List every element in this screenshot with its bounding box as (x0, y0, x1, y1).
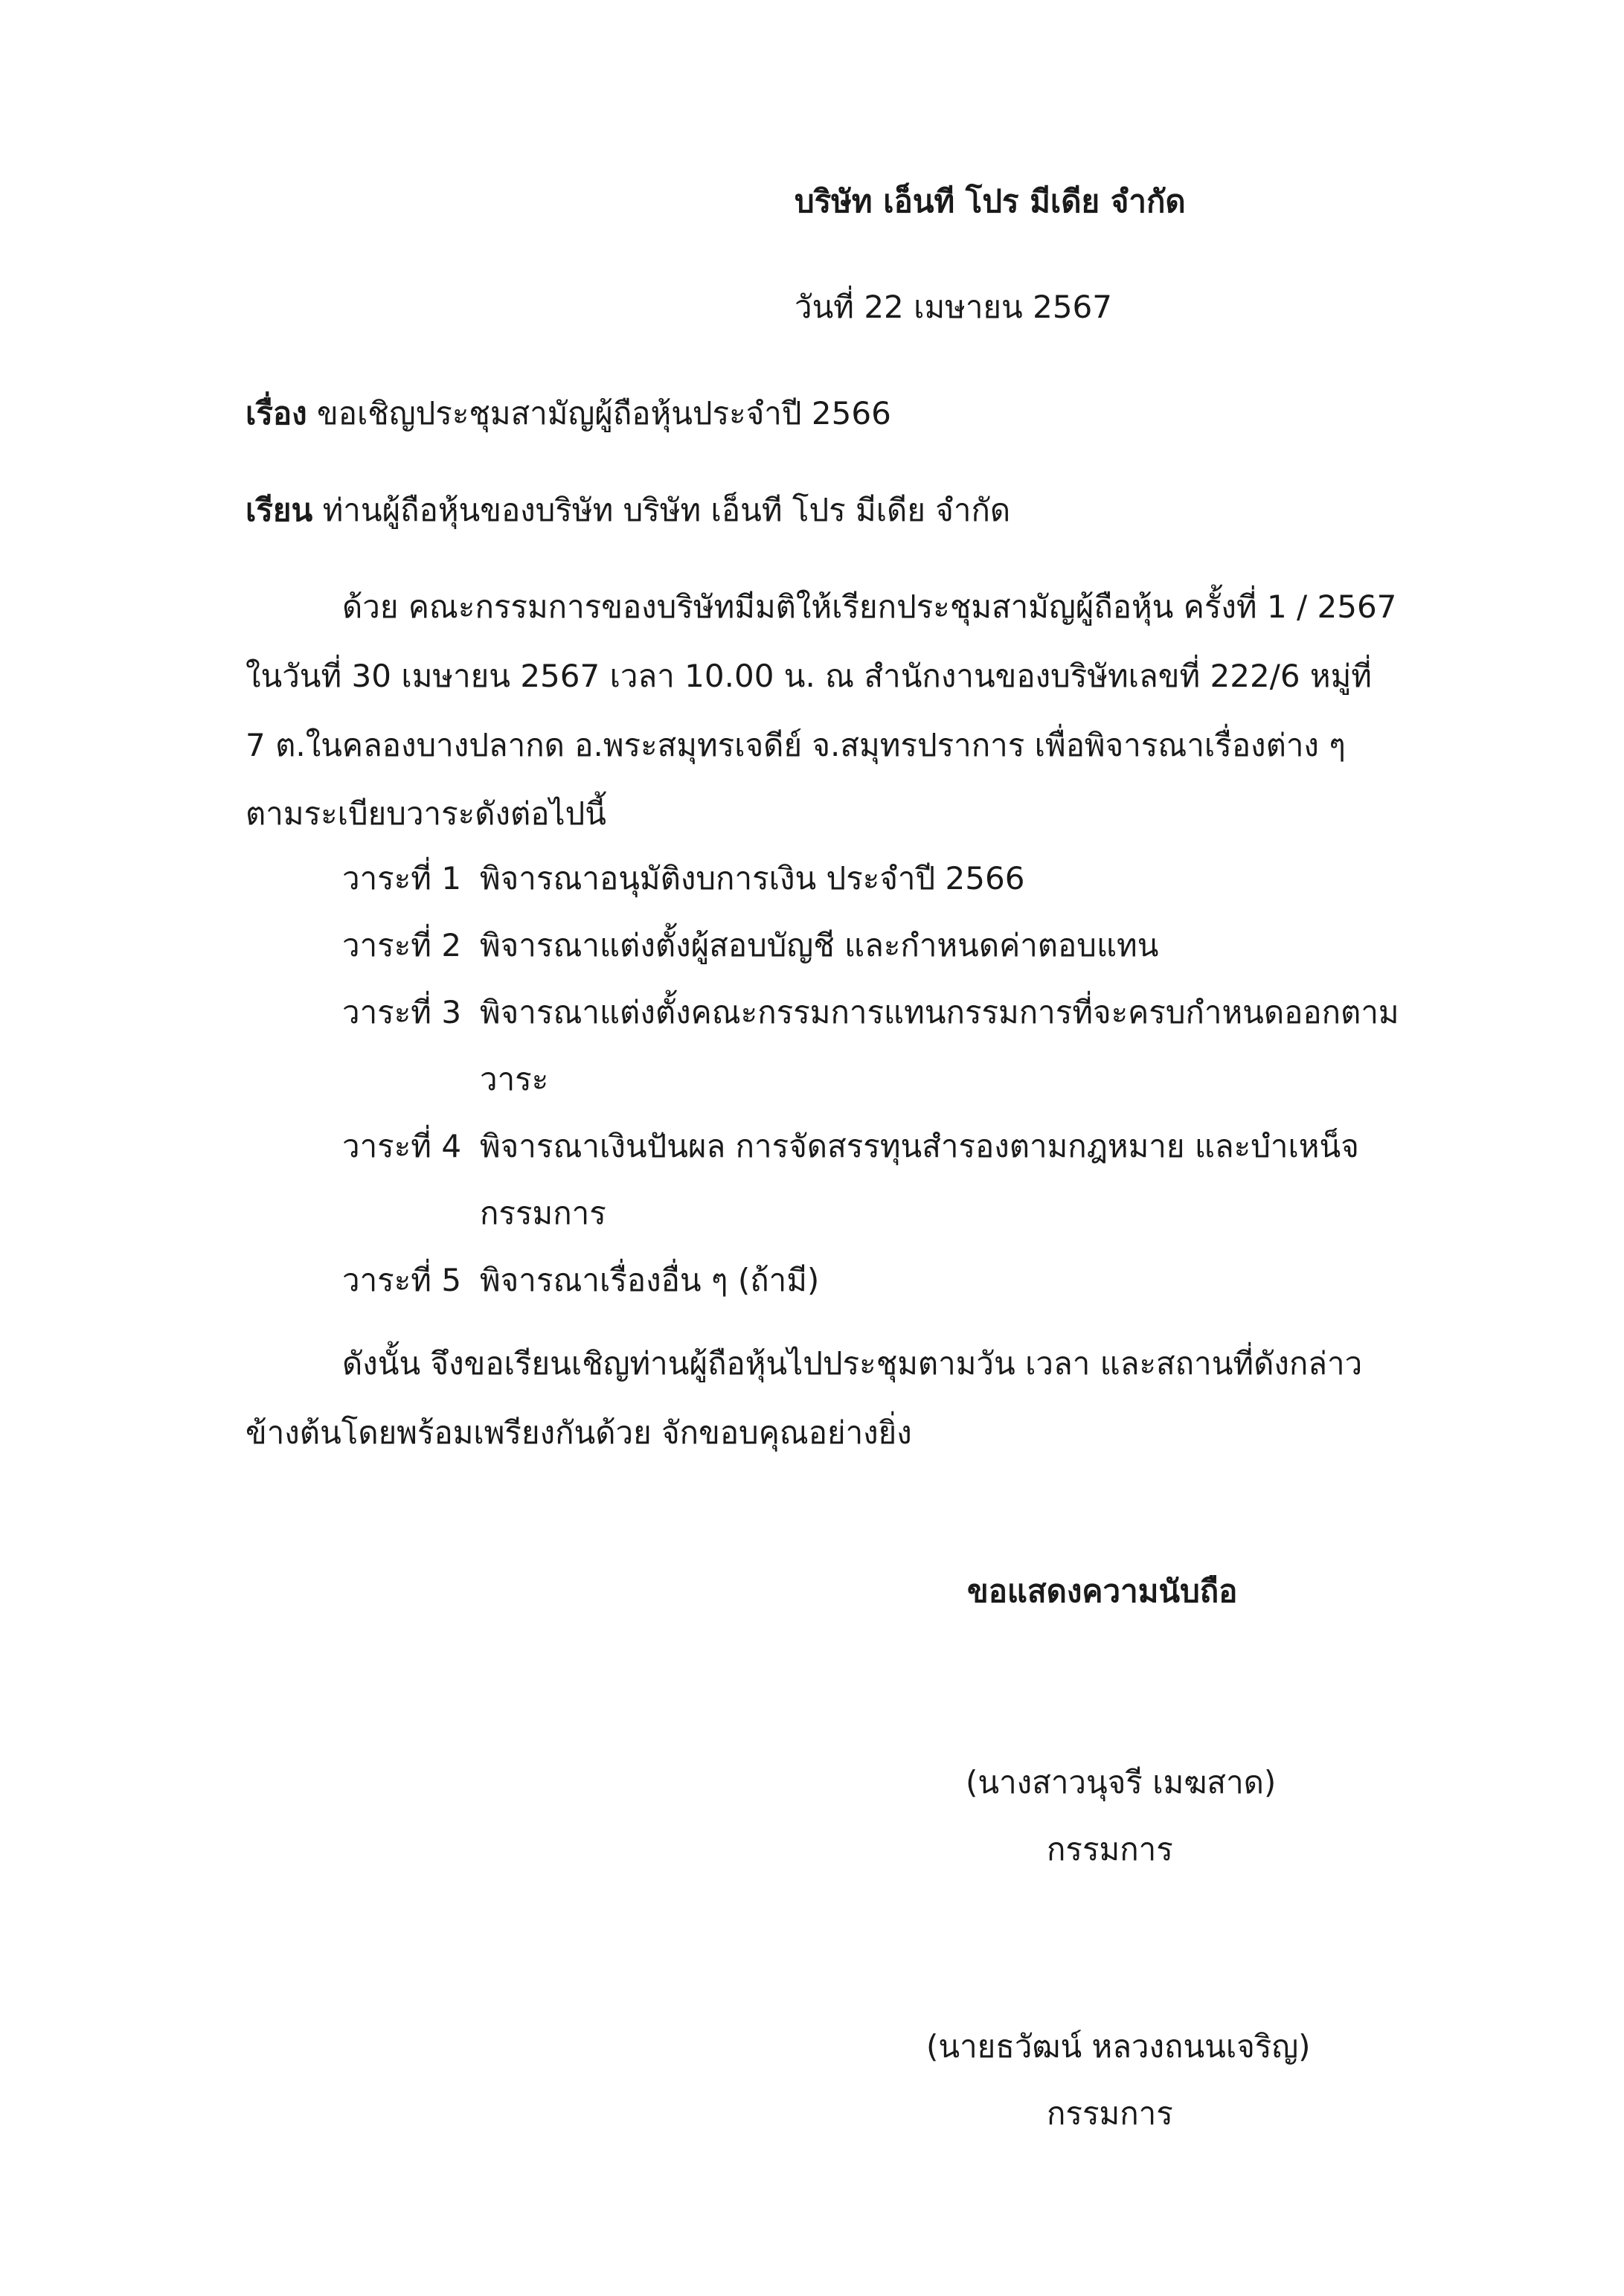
paragraph-2-line-1: ดังนั้น จึงขอเรียนเชิญท่านผู้ถือหุ้นไปประชุมตามวัน เวลา และสถานที่ดังกล่าว (342, 1345, 1363, 1382)
salutation-line (245, 492, 1011, 528)
agenda-item-label: วาระที่ 5 (342, 1262, 462, 1298)
paragraph-2-line-2: ข้างต้นโดยพร้อมเพรียงกันด้วย จักขอบคุณอย่างยิ่ง (245, 1414, 912, 1451)
agenda-item-text: พิจารณาแต่งตั้งคณะกรรมการแทนกรรมการที่จะครบกำหนดออกตาม (480, 994, 1399, 1030)
agenda-item-text: พิจารณาเงินปันผล การจัดสรรทุนสำรองตามกฎหมาย และบำเหน็จ (480, 1128, 1359, 1164)
agenda-item-label: วาระที่ 3 (342, 994, 462, 1030)
signatory-name: (นายธวัฒน์ หลวงถนนเจริญ) (926, 2028, 1311, 2065)
agenda-item-text: พิจารณาอนุมัติงบการเงิน ประจำปี 2566 (480, 860, 1025, 897)
signatory-title: กรรมการ (1047, 1831, 1173, 1867)
signatory-name: (นางสาวนุจรี เมฆสาด) (966, 1764, 1277, 1800)
closing-phrase: ขอแสดงความนับถือ (967, 1573, 1238, 1609)
agenda-item-continuation: กรรมการ (480, 1195, 606, 1231)
agenda-item-text: พิจารณาแต่งตั้งผู้สอบบัญชี และกำหนดค่าตอบแทน (480, 927, 1159, 963)
agenda-item-label: วาระที่ 4 (342, 1128, 462, 1164)
salutation-label: เรียน (245, 492, 313, 528)
paragraph-1-line-3: 7 ต.ในคลองบางปลากด อ.พระสมุทรเจดีย์ จ.สมุทรปราการ เพื่อพิจารณาเรื่องต่าง ๆ (245, 727, 1346, 763)
signatory-title: กรรมการ (1047, 2095, 1173, 2132)
paragraph-1-line-4: ตามระเบียบวาระดังต่อไปนี้ (245, 795, 607, 832)
subject-label: เรื่อง (245, 395, 307, 432)
agenda-item-continuation: วาระ (480, 1061, 549, 1097)
subject-text: ขอเชิญประชุมสามัญผู้ถือหุ้นประจำปี 2566 (317, 395, 891, 432)
company-name: บริษัท เอ็นที โปร มีเดีย จำกัด (795, 183, 1186, 219)
paragraph-1-line-1: ด้วย คณะกรรมการของบริษัทมีมติให้เรียกประชุมสามัญผู้ถือหุ้น ครั้งที่ 1 / 2567 (342, 589, 1397, 625)
letter-date: วันที่ 22 เมษายน 2567 (795, 289, 1112, 325)
paragraph-1-line-2: ในวันที่ 30 เมษายน 2567 เวลา 10.00 น. ณ สำนักงานของบริษัทเลขที่ 222/6 หมู่ที่ (245, 658, 1372, 694)
agenda-item-label: วาระที่ 1 (342, 860, 462, 897)
subject-line (245, 395, 891, 432)
salutation-text: ท่านผู้ถือหุ้นของบริษัท บริษัท เอ็นที โปร มีเดีย จำกัด (322, 492, 1011, 528)
agenda-item-text: พิจารณาเรื่องอื่น ๆ (ถ้ามี) (480, 1262, 820, 1298)
agenda-item-label: วาระที่ 2 (342, 927, 462, 963)
